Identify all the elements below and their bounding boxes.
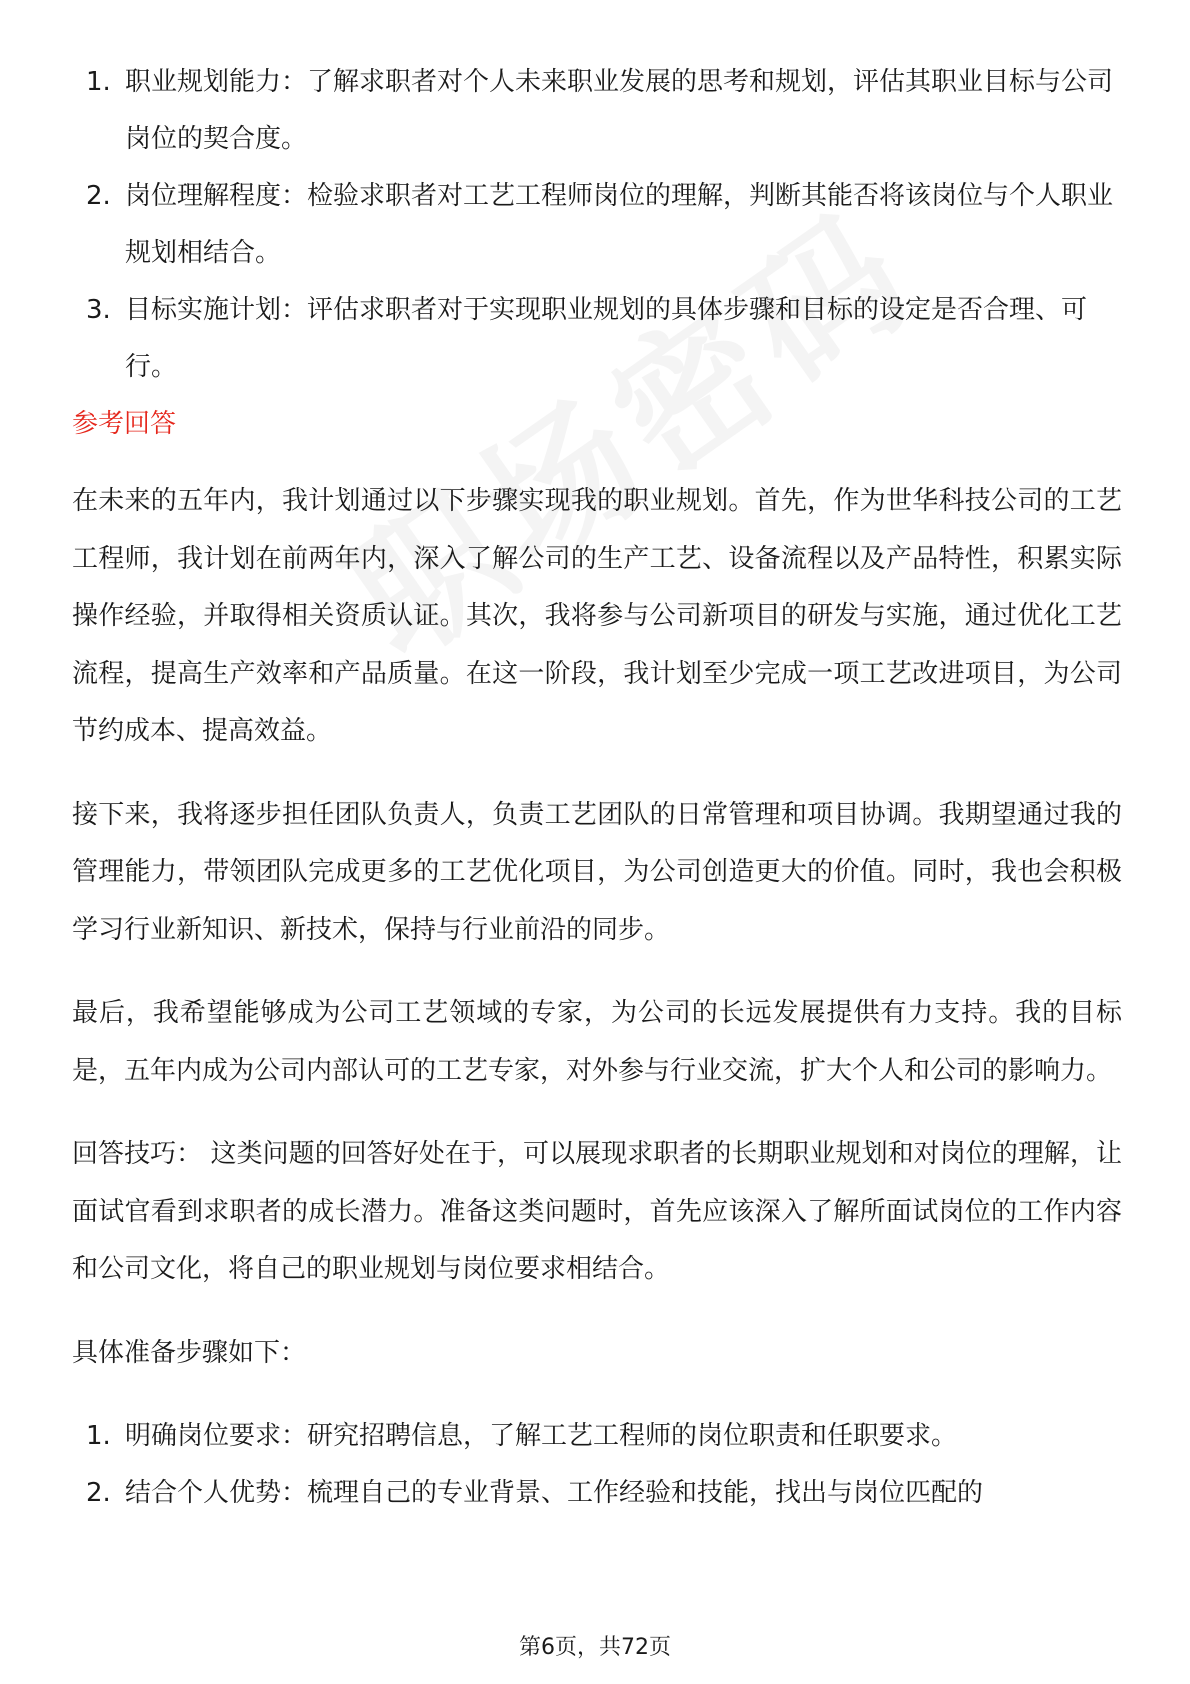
reference-answer-heading: 参考回答 [72, 409, 177, 439]
list-item [72, 1465, 1122, 1522]
page-footer: 第6页，共72页 [519, 1635, 671, 1660]
list-number: 1. [86, 67, 111, 97]
list-text: 职业规划能力：了解求职者对个人未来职业发展的思考和规划，评估其职业目标与公司岗位的契合度。 [125, 67, 1114, 154]
list-text: 岗位理解程度：检验求职者对工艺工程师岗位的理解，判断其能否将该岗位与个人职业规划相结合。 [125, 181, 1114, 268]
answer-tips-paragraph: 回答技巧： 这类问题的回答好处在于，可以展现求职者的长期职业规划和对岗位的理解，让面试官看到求职者的成长潜力。准备这类问题时，首先应该深入了解所面试岗位的工作内容和公司文化，将自己的职业规划与岗位要求相结合。 [72, 1139, 1122, 1284]
list-number: 2. [86, 181, 111, 211]
paragraph: 接下来，我将逐步担任团队负责人，负责工艺团队的日常管理和项目协调。我期望通过我的管理能力，带领团队完成更多的工艺优化项目，为公司创造更大的价值。同时，我也会积极学习行业新知识、新技术，保持与行业前沿的同步。 [72, 799, 1122, 945]
list-number: 2. [86, 1478, 111, 1508]
paragraph: 在未来的五年内，我计划通过以下步骤实现我的职业规划。首先，作为世华科技公司的工艺工程师，我计划在前两年内，深入了解公司的生产工艺、设备流程以及产品特性，积累实际操作经验，并取得相关资质认证。其次，我将参与公司新项目的研发与实施，通过优化工艺流程，提高生产效率和产品质量。在这一阶段，我计划至少完成一项工艺改进项目，为公司节约成本、提高效益。 [72, 486, 1122, 746]
list-number: 3. [86, 295, 111, 325]
list-number: 1. [86, 1421, 111, 1451]
list-item [72, 54, 1122, 168]
prep-steps-list [72, 1408, 1122, 1522]
list-item [72, 168, 1122, 282]
list-text: 目标实施计划：评估求职者对于实现职业规划的具体步骤和目标的设定是否合理、可行。 [125, 295, 1088, 382]
prep-steps-intro: 具体准备步骤如下： [72, 1337, 307, 1368]
list-text: 明确岗位要求：研究招聘信息，了解工艺工程师的岗位职责和任职要求。 [125, 1421, 958, 1451]
paragraph: 最后，我希望能够成为公司工艺领域的专家，为公司的长远发展提供有力支持。我的目标是，五年内成为公司内部认可的工艺专家，对外参与行业交流，扩大个人和公司的影响力。 [72, 998, 1122, 1086]
list-item [72, 1408, 1122, 1465]
evaluation-points-list [72, 54, 1122, 396]
list-item [72, 282, 1122, 396]
list-text: 结合个人优势：梳理自己的专业背景、工作经验和技能，找出与岗位匹配的 [125, 1478, 984, 1508]
document-body [72, 54, 1122, 1522]
